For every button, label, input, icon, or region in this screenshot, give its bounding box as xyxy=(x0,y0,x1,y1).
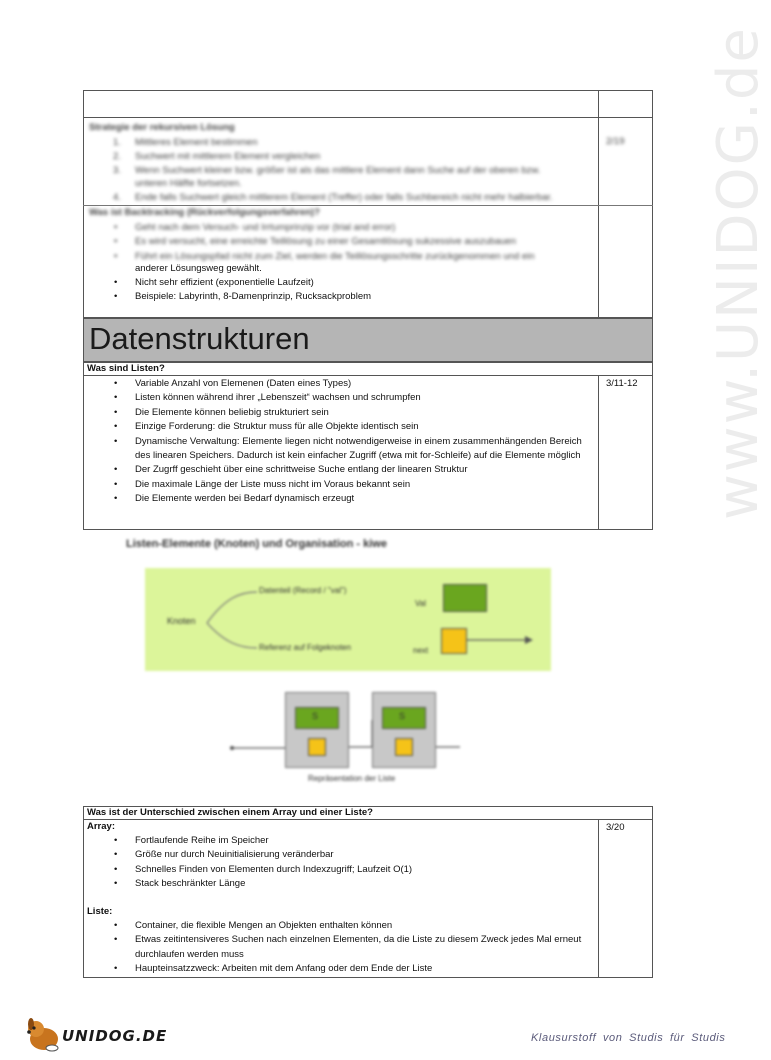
footer-logo[interactable] xyxy=(22,1015,182,1053)
array-ref: 3/20 xyxy=(606,822,625,833)
blurred-bullets xyxy=(83,221,593,264)
node-2-letter: S xyxy=(399,711,406,721)
list-item: unteren Hälfte fortsetzen. xyxy=(135,178,242,190)
blurred-ref: 2/19 xyxy=(606,136,625,147)
array-bullets xyxy=(83,834,589,892)
node-1-next xyxy=(308,738,326,756)
branch-top-label: Datenteil (Record / "val") xyxy=(259,586,347,595)
branch-bottom-label: Referenz auf Folgeknoten xyxy=(259,643,352,652)
list-label: Liste: xyxy=(87,906,113,917)
list-bullets xyxy=(83,919,589,977)
blurred-heading-backtracking: Was ist Backtracking (Rückverfolgungsverfahren)? xyxy=(89,207,320,218)
dog-mascot-icon xyxy=(22,1015,66,1053)
list-item: • Variable Anzahl von Elemenen (Daten eines Types) xyxy=(83,377,589,391)
list-item: • Listen können während ihrer „Lebenszeit“ wachsen und schrumpfen xyxy=(83,391,589,405)
section-title: Datenstrukturen xyxy=(89,321,310,356)
next-label: next xyxy=(413,646,429,655)
node-1-letter: S xyxy=(312,711,319,721)
val-label: Val xyxy=(415,599,426,608)
list-item: • Geht nach dem Versuch- und Irrtumprinzip vor (trial and error) xyxy=(83,221,593,235)
list-item: • Führt ein Lösungspfad nicht zum Ziel, werden die Teillösungsschritte zurückgenommen und ein xyxy=(83,250,593,264)
list-item: • Container, die flexible Mengen an Objekten enthalten können xyxy=(83,919,589,933)
backtracking-bullets xyxy=(83,276,593,305)
list-item: 4. Ende falls Suchwert gleich mittlerem Element (Treffer) oder falls Suchbereich nicht mehr halbierbar. xyxy=(113,192,553,204)
list-item: • Beispiele: Labyrinth, 8-Damenprinzip, Rucksackproblem xyxy=(83,290,593,304)
list-item: • Der Zugrff geschieht über eine schrittweise Suche entlang der linearen Struktur xyxy=(83,463,589,477)
list-item: • Die Elemente werden bei Bedarf dynamisch erzeugt xyxy=(83,492,589,506)
list-item: • Etwas zeitintensiveres Suchen nach einzelnen Elementen, da die Liste zu diesem Zweck jedes Mal erneut durchlaufen werden muss xyxy=(83,933,589,962)
list-item: • Schnelles Finden von Elementen durch Indexzugriff; Laufzeit O(1) xyxy=(83,863,589,877)
node-label: Knoten xyxy=(167,616,196,626)
list-node-2 xyxy=(372,692,436,768)
list-item: 3. Wenn Suchwert kleiner bzw. größer ist als das mittlere Element dann Suche auf der oberen bzw. xyxy=(113,164,541,176)
list-node-1 xyxy=(285,692,349,768)
list-item: • Fortlaufende Reihe im Speicher xyxy=(83,834,589,848)
footer-tagline: Klausurstoff von Studis für Studis xyxy=(531,1032,726,1044)
array-question: Was ist der Unterschied zwischen einem Array und einer Liste? xyxy=(87,807,373,818)
list-item: • Haupteinsatzzweck: Arbeiten mit dem Anfang oder dem Ende der Liste xyxy=(83,962,589,976)
lists-question-row-line xyxy=(83,375,653,376)
list-item: • Die Elemente können beliebig strukturiert sein xyxy=(83,406,589,420)
lists-ref: 3/11-12 xyxy=(606,378,638,389)
watermark-text: www.UNIDOG.de xyxy=(706,26,771,520)
ref-column-divider xyxy=(598,90,599,318)
array-label: Array: xyxy=(87,821,115,832)
lists-question: Was sind Listen? xyxy=(87,363,165,374)
ref-column-divider xyxy=(598,819,599,978)
row-divider xyxy=(83,117,653,118)
figure-title: Listen-Elemente (Knoten) und Organisation - kiwe xyxy=(126,538,387,550)
list-item: • Stack beschränkter Länge xyxy=(83,877,589,891)
blurred-heading: Strategie der rekursiven Lösung xyxy=(89,122,235,133)
list-item: • Es wird versucht, eine erreichte Teillösung zu einer Gesamtlösung sukzessive auszubauen xyxy=(83,235,593,249)
list-item: • Nicht sehr effizient (exponentielle Laufzeit) xyxy=(83,276,593,290)
node-2-next xyxy=(395,738,413,756)
logo-text: UNIDOG.DE xyxy=(62,1027,168,1045)
lists-bullets xyxy=(83,377,589,507)
figure-caption: Repräsentation der Liste xyxy=(308,774,396,783)
list-item: • Größe nur durch Neuinitialisierung veränderbar xyxy=(83,848,589,862)
list-figure xyxy=(110,530,580,790)
ref-column-divider xyxy=(598,375,599,530)
list-item: 1. Mittleres Element bestimmen xyxy=(113,137,258,148)
continuation-text: anderer Lösungsweg gewählt. xyxy=(135,263,262,274)
list-item: 2. Suchwert mit mittlerem Element vergleichen xyxy=(113,150,321,162)
list-item: • Einzige Forderung: die Struktur muss für alle Objekte identisch sein xyxy=(83,420,589,434)
list-item: • Die maximale Länge der Liste muss nicht im Voraus bekannt sein xyxy=(83,478,589,492)
list-item: • Dynamische Verwaltung: Elemente liegen nicht notwendigerweise in einem zusammenhängenden Bereich des linearen Speichers. Dadurch ist kein einfacher Zugriff (etwa mit for-Schleife) auf die Elemente möglich xyxy=(83,435,589,464)
blurred-steps xyxy=(83,136,593,205)
